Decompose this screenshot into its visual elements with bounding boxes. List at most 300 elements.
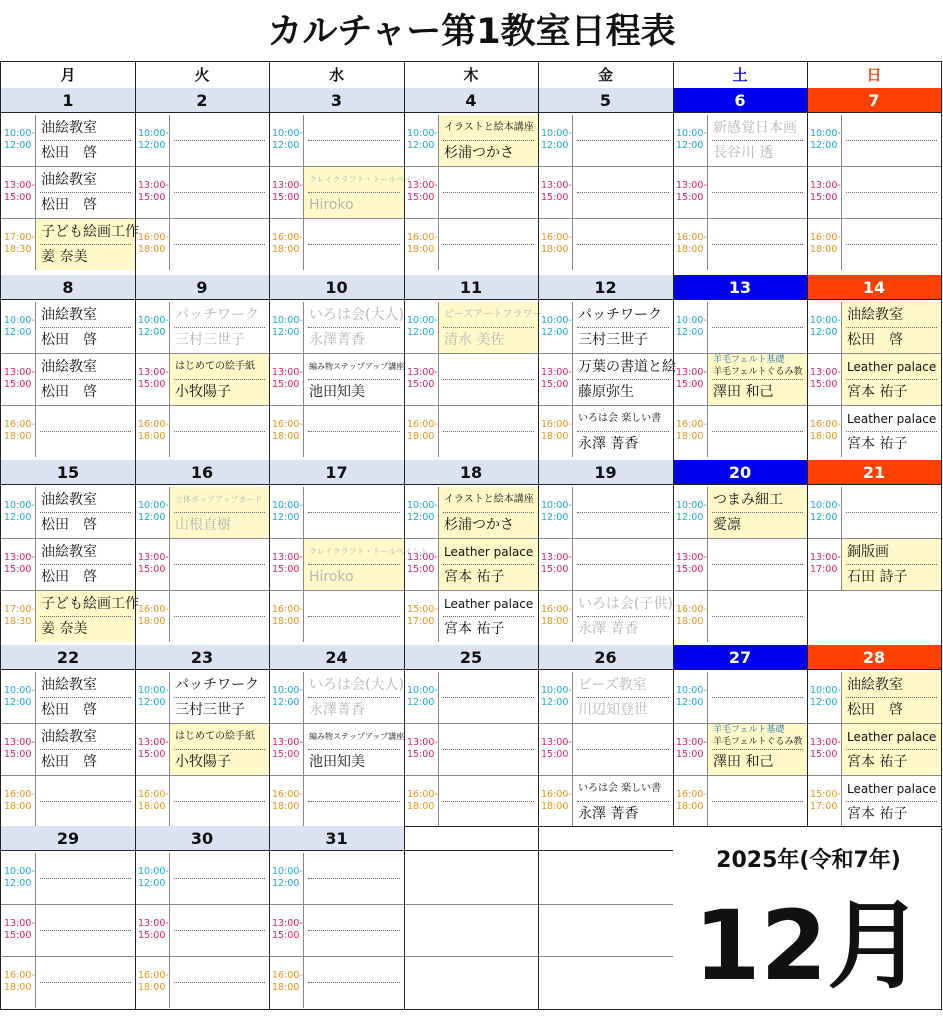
class-slot[interactable] <box>303 853 404 904</box>
time-start: 13:00- <box>4 180 35 191</box>
time-range <box>138 552 172 576</box>
class-slot[interactable] <box>169 487 269 538</box>
slot-dotted-line <box>174 982 265 983</box>
weekday-label: 日 <box>866 66 882 84</box>
class-slot[interactable] <box>303 672 404 723</box>
time-range <box>810 737 844 761</box>
time-start: 13:00- <box>541 367 572 378</box>
class-slot[interactable] <box>707 354 807 405</box>
class-name: はじめての絵手紙 <box>175 731 255 742</box>
class-slot[interactable] <box>707 724 807 775</box>
class-slot[interactable] <box>438 219 538 270</box>
time-end: 18:00 <box>810 244 838 255</box>
class-name: 子ども絵画工作 <box>41 596 139 612</box>
class-slot[interactable] <box>572 354 676 405</box>
time-end: 12:00 <box>810 512 838 523</box>
class-slot[interactable] <box>169 591 269 642</box>
time-start: 10:00- <box>676 128 707 139</box>
time-end: 12:00 <box>272 878 300 889</box>
class-slot[interactable] <box>438 406 538 457</box>
class-slot[interactable] <box>169 672 269 723</box>
time-range <box>407 128 441 152</box>
class-slot[interactable] <box>35 724 135 775</box>
class-slot[interactable] <box>707 591 807 642</box>
class-name: Leather palace <box>444 545 534 559</box>
instructor-name: 宮本 祐子 <box>444 569 505 585</box>
time-range <box>541 128 575 152</box>
instructor-name: 藤原弥生 <box>578 384 634 400</box>
time-start: 13:00- <box>810 367 841 378</box>
time-start: 13:00- <box>272 737 303 748</box>
class-slot[interactable] <box>841 672 941 723</box>
class-name: パッチワーク <box>175 307 259 323</box>
time-start: 10:00- <box>810 128 841 139</box>
time-range <box>138 685 172 709</box>
class-name: Leather palace <box>847 412 937 426</box>
time-range <box>407 500 441 524</box>
class-slot[interactable] <box>438 776 538 827</box>
time-end: 12:00 <box>272 697 300 708</box>
time-start: 13:00- <box>407 367 438 378</box>
day-number: 20 <box>673 460 807 485</box>
day-number: 5 <box>538 88 673 113</box>
time-range <box>138 737 172 761</box>
column-divider <box>404 62 405 1009</box>
class-slot[interactable] <box>169 957 269 1008</box>
class-slot[interactable] <box>841 487 941 538</box>
day-number: 24 <box>269 645 404 670</box>
instructor-name: 姜 奈美 <box>41 249 88 265</box>
class-slot[interactable] <box>169 115 269 166</box>
class-slot[interactable] <box>303 302 404 353</box>
weekday-label: 木 <box>463 66 479 84</box>
class-slot[interactable] <box>35 905 135 956</box>
day-number: 31 <box>269 826 404 851</box>
class-slot[interactable] <box>169 354 269 405</box>
class-slot[interactable] <box>841 724 941 775</box>
time-end: 15:00 <box>272 192 300 203</box>
instructor-name: 松田 啓 <box>41 569 97 585</box>
time-start: 16:00- <box>272 232 303 243</box>
instructor-name: 宮本 祐子 <box>847 436 908 452</box>
time-start: 16:00- <box>541 419 572 430</box>
class-slot[interactable] <box>35 591 139 642</box>
time-start: 13:00- <box>138 918 169 929</box>
class-slot[interactable] <box>35 354 135 405</box>
time-start: 16:00- <box>676 789 707 800</box>
instructor-name: 宮本 祐子 <box>444 621 505 637</box>
time-end: 18:00 <box>138 982 166 993</box>
time-start: 15:00- <box>407 604 438 615</box>
instructor-name: 永澤菁香 <box>309 702 365 718</box>
instructor-name: 永澤 菁香 <box>578 436 639 452</box>
instructor-name: 松田 啓 <box>847 702 903 718</box>
weekday-label: 水 <box>328 66 344 84</box>
time-range <box>407 552 441 576</box>
class-slot[interactable] <box>707 219 807 270</box>
time-range <box>541 500 575 524</box>
class-name: 編み物ステップアップ講座 <box>309 732 405 741</box>
class-slot[interactable] <box>303 219 404 270</box>
class-slot[interactable] <box>572 724 673 775</box>
class-slot[interactable] <box>572 219 673 270</box>
time-end: 18:00 <box>272 431 300 442</box>
class-slot[interactable] <box>35 487 135 538</box>
class-slot[interactable] <box>438 724 538 775</box>
time-range <box>272 367 306 391</box>
slot-dotted-line <box>846 244 937 245</box>
time-end: 17:00 <box>407 616 435 627</box>
class-slot[interactable] <box>438 672 538 723</box>
instructor-name: 長谷川 透 <box>713 145 774 161</box>
time-end: 12:00 <box>676 140 704 151</box>
time-end: 12:00 <box>541 512 569 523</box>
class-slot[interactable] <box>707 672 807 723</box>
time-start: 16:00- <box>4 419 35 430</box>
time-end: 15:00 <box>541 564 569 575</box>
slot-dotted-line <box>40 431 131 432</box>
time-range <box>810 500 844 524</box>
time-range <box>407 232 441 256</box>
class-slot[interactable] <box>303 957 404 1008</box>
weekday-label: 土 <box>732 66 748 84</box>
time-range <box>4 315 38 339</box>
time-start: 13:00- <box>676 180 707 191</box>
class-slot[interactable] <box>169 539 269 590</box>
time-end: 17:00 <box>810 564 838 575</box>
instructor-name: 宮本 祐子 <box>847 384 908 400</box>
instructor-name: 松田 啓 <box>41 332 97 348</box>
slot-dotted-line <box>40 930 131 931</box>
day-number: 28 <box>807 645 941 670</box>
page-title: カルチャー第1教室日程表 <box>267 12 676 52</box>
time-range <box>676 500 710 524</box>
time-range <box>272 500 306 524</box>
time-range <box>138 970 172 994</box>
time-end: 15:00 <box>272 379 300 390</box>
time-start: 10:00- <box>138 500 169 511</box>
time-start: 13:00- <box>138 367 169 378</box>
time-range <box>676 128 710 152</box>
class-slot[interactable] <box>35 302 135 353</box>
slot-dotted-line <box>174 801 265 802</box>
weekday-label: 火 <box>194 66 210 84</box>
time-start: 13:00- <box>541 737 572 748</box>
class-slot[interactable] <box>572 776 673 827</box>
class-slot[interactable] <box>35 406 135 457</box>
time-end: 15:00 <box>676 379 704 390</box>
class-slot[interactable] <box>169 905 269 956</box>
time-start: 17:00- <box>4 604 35 615</box>
time-end: 18:00 <box>138 616 166 627</box>
time-end: 15:00 <box>272 930 300 941</box>
time-start: 10:00- <box>407 685 438 696</box>
slot-dotted-line <box>308 512 400 513</box>
time-end: 12:00 <box>676 512 704 523</box>
time-end: 12:00 <box>138 878 166 889</box>
day-number: 22 <box>1 645 135 670</box>
class-slot[interactable] <box>572 487 673 538</box>
class-slot[interactable] <box>707 406 807 457</box>
time-start: 13:00- <box>541 552 572 563</box>
class-slot[interactable] <box>35 957 135 1008</box>
slot-divider <box>807 590 941 591</box>
class-slot[interactable] <box>35 776 135 827</box>
class-slot[interactable] <box>303 406 404 457</box>
class-slot[interactable] <box>303 776 404 827</box>
class-slot[interactable] <box>303 115 404 166</box>
time-range <box>407 604 441 628</box>
class-slot[interactable] <box>572 539 673 590</box>
instructor-name: 山根直樹 <box>175 517 231 533</box>
class-name: 油絵教室 <box>41 677 97 693</box>
class-name: 立体ポップアップカード <box>175 495 263 504</box>
class-slot[interactable] <box>572 406 673 457</box>
time-start: 16:00- <box>4 789 35 800</box>
time-end: 12:00 <box>810 697 838 708</box>
time-end: 12:00 <box>138 697 166 708</box>
instructor-name: 永澤菁香 <box>309 332 365 348</box>
time-range <box>676 737 710 761</box>
time-start: 16:00- <box>810 419 841 430</box>
time-range <box>272 180 306 204</box>
slot-dotted-line <box>712 697 803 698</box>
class-slot[interactable] <box>841 167 941 218</box>
class-slot[interactable] <box>169 219 269 270</box>
day-number: 3 <box>269 88 404 113</box>
time-end: 18:00 <box>407 244 435 255</box>
class-slot[interactable] <box>169 406 269 457</box>
slot-dotted-line <box>443 697 534 698</box>
instructor-name: 松田 啓 <box>41 754 97 770</box>
time-end: 15:00 <box>676 749 704 760</box>
time-end: 18:00 <box>138 801 166 812</box>
class-slot[interactable] <box>169 302 269 353</box>
class-slot[interactable] <box>438 354 538 405</box>
class-name: 油絵教室 <box>41 544 97 560</box>
slot-dotted-line <box>308 801 400 802</box>
class-slot[interactable] <box>707 115 807 166</box>
slot-divider <box>404 956 538 957</box>
day-number: 15 <box>1 460 135 485</box>
time-range <box>138 419 172 443</box>
class-slot[interactable] <box>707 539 807 590</box>
time-start: 13:00- <box>810 737 841 748</box>
class-slot[interactable] <box>572 672 673 723</box>
time-end: 15:00 <box>407 564 435 575</box>
slot-dotted-line <box>577 564 669 565</box>
class-slot[interactable] <box>841 354 941 405</box>
slot-dotted-line <box>40 982 131 983</box>
time-start: 10:00- <box>4 866 35 877</box>
class-slot[interactable] <box>707 167 807 218</box>
time-range <box>676 315 710 339</box>
class-slot[interactable] <box>707 302 807 353</box>
time-end: 15:00 <box>407 192 435 203</box>
time-end: 15:00 <box>4 192 32 203</box>
class-slot[interactable] <box>707 487 807 538</box>
time-end: 18:00 <box>541 801 569 812</box>
class-slot[interactable] <box>841 539 941 590</box>
time-end: 18:00 <box>272 616 300 627</box>
day-number: 4 <box>404 88 538 113</box>
time-end: 15:00 <box>407 379 435 390</box>
class-slot[interactable] <box>572 167 673 218</box>
time-range <box>810 419 844 443</box>
time-range <box>4 685 38 709</box>
time-end: 18:30 <box>4 616 32 627</box>
time-range <box>541 419 575 443</box>
time-start: 16:00- <box>541 232 572 243</box>
class-slot[interactable] <box>438 115 538 166</box>
time-start: 10:00- <box>810 500 841 511</box>
class-name: 銅版画 <box>847 544 889 560</box>
time-end: 12:00 <box>4 512 32 523</box>
weekday-label: 金 <box>597 66 613 84</box>
time-range <box>676 789 710 813</box>
class-name: いろは会(大人) <box>309 677 404 693</box>
instructor-name: 宮本 祐子 <box>847 754 908 770</box>
class-name: 油絵教室 <box>847 307 903 323</box>
month-label: 12月 <box>693 890 924 1002</box>
instructor-name: 三村三世子 <box>175 332 245 348</box>
class-slot[interactable] <box>707 776 807 827</box>
time-end: 18:00 <box>138 431 166 442</box>
time-start: 16:00- <box>138 419 169 430</box>
time-end: 15:00 <box>541 749 569 760</box>
time-start: 16:00- <box>138 789 169 800</box>
class-slot[interactable] <box>303 724 404 775</box>
class-name: 油絵教室 <box>41 359 97 375</box>
class-slot[interactable] <box>303 591 404 642</box>
class-slot[interactable] <box>303 354 404 405</box>
class-name: いろは会(子供) <box>578 596 673 612</box>
class-slot[interactable] <box>841 302 941 353</box>
class-slot[interactable] <box>35 167 135 218</box>
day-number: 2 <box>135 88 269 113</box>
class-slot[interactable] <box>169 776 269 827</box>
class-slot[interactable] <box>35 115 135 166</box>
time-start: 16:00- <box>138 970 169 981</box>
slot-dotted-line <box>846 140 937 141</box>
time-start: 10:00- <box>541 315 572 326</box>
time-range <box>272 128 306 152</box>
time-end: 18:00 <box>407 801 435 812</box>
time-range <box>541 789 575 813</box>
time-range <box>4 367 38 391</box>
class-name: Leather palace <box>444 597 534 611</box>
time-start: 13:00- <box>810 552 841 563</box>
time-range <box>676 604 710 628</box>
time-start: 10:00- <box>4 685 35 696</box>
class-slot[interactable] <box>303 905 404 956</box>
day-number: 26 <box>538 645 673 670</box>
instructor-name: 松田 啓 <box>41 145 97 161</box>
class-slot[interactable] <box>841 115 941 166</box>
class-slot[interactable] <box>841 219 941 270</box>
time-range <box>4 128 38 152</box>
time-end: 12:00 <box>272 512 300 523</box>
class-name: 子ども絵画工作 <box>41 224 139 240</box>
time-start: 13:00- <box>272 918 303 929</box>
slot-dotted-line <box>712 244 803 245</box>
time-start: 16:00- <box>676 419 707 430</box>
time-start: 13:00- <box>272 180 303 191</box>
class-slot[interactable] <box>572 302 673 353</box>
class-slot[interactable] <box>841 776 941 827</box>
slot-dotted-line <box>308 982 400 983</box>
time-start: 10:00- <box>138 685 169 696</box>
time-end: 15:00 <box>4 749 32 760</box>
time-end: 18:00 <box>138 244 166 255</box>
day-number: 29 <box>1 826 135 851</box>
class-slot[interactable] <box>438 167 538 218</box>
class-slot[interactable] <box>572 591 673 642</box>
class-slot[interactable] <box>438 591 538 642</box>
class-slot[interactable] <box>169 167 269 218</box>
time-range <box>138 789 172 813</box>
time-start: 13:00- <box>676 367 707 378</box>
class-name: パッチワーク <box>578 307 662 323</box>
time-start: 10:00- <box>541 500 572 511</box>
slot-dotted-line <box>443 431 534 432</box>
class-name: 油絵教室 <box>41 172 97 188</box>
class-slot[interactable] <box>438 539 538 590</box>
slot-dotted-line <box>443 244 534 245</box>
column-divider <box>269 62 270 1009</box>
class-slot[interactable] <box>841 406 941 457</box>
class-slot[interactable] <box>35 853 135 904</box>
class-name: 編み物ステップアップ講座 <box>309 362 405 371</box>
time-end: 15:00 <box>810 192 838 203</box>
class-slot[interactable] <box>35 539 135 590</box>
slot-dotted-line <box>174 140 265 141</box>
class-slot[interactable] <box>169 853 269 904</box>
class-slot[interactable] <box>303 487 404 538</box>
class-slot[interactable] <box>169 724 269 775</box>
time-end: 15:00 <box>138 930 166 941</box>
time-end: 15:00 <box>4 379 32 390</box>
time-range <box>810 315 844 339</box>
time-range <box>676 419 710 443</box>
class-slot[interactable] <box>572 115 673 166</box>
time-end: 18:00 <box>541 244 569 255</box>
class-slot[interactable] <box>35 219 139 270</box>
class-slot[interactable] <box>438 302 543 353</box>
time-range <box>4 180 38 204</box>
class-slot[interactable] <box>438 487 538 538</box>
time-range <box>810 685 844 709</box>
class-slot[interactable] <box>35 672 135 723</box>
time-end: 12:00 <box>676 327 704 338</box>
class-name: イラストと絵本講座 <box>444 494 534 505</box>
time-start: 16:00- <box>541 789 572 800</box>
time-start: 10:00- <box>138 128 169 139</box>
time-start: 15:00- <box>810 789 841 800</box>
time-range <box>541 604 575 628</box>
time-end: 12:00 <box>272 140 300 151</box>
slot-dotted-line <box>308 878 400 879</box>
time-start: 10:00- <box>676 315 707 326</box>
time-start: 13:00- <box>272 367 303 378</box>
time-range <box>810 180 844 204</box>
time-end: 12:00 <box>810 140 838 151</box>
time-range <box>810 232 844 256</box>
time-range <box>4 970 38 994</box>
time-start: 13:00- <box>138 180 169 191</box>
slot-dotted-line <box>712 616 803 617</box>
time-start: 10:00- <box>272 128 303 139</box>
